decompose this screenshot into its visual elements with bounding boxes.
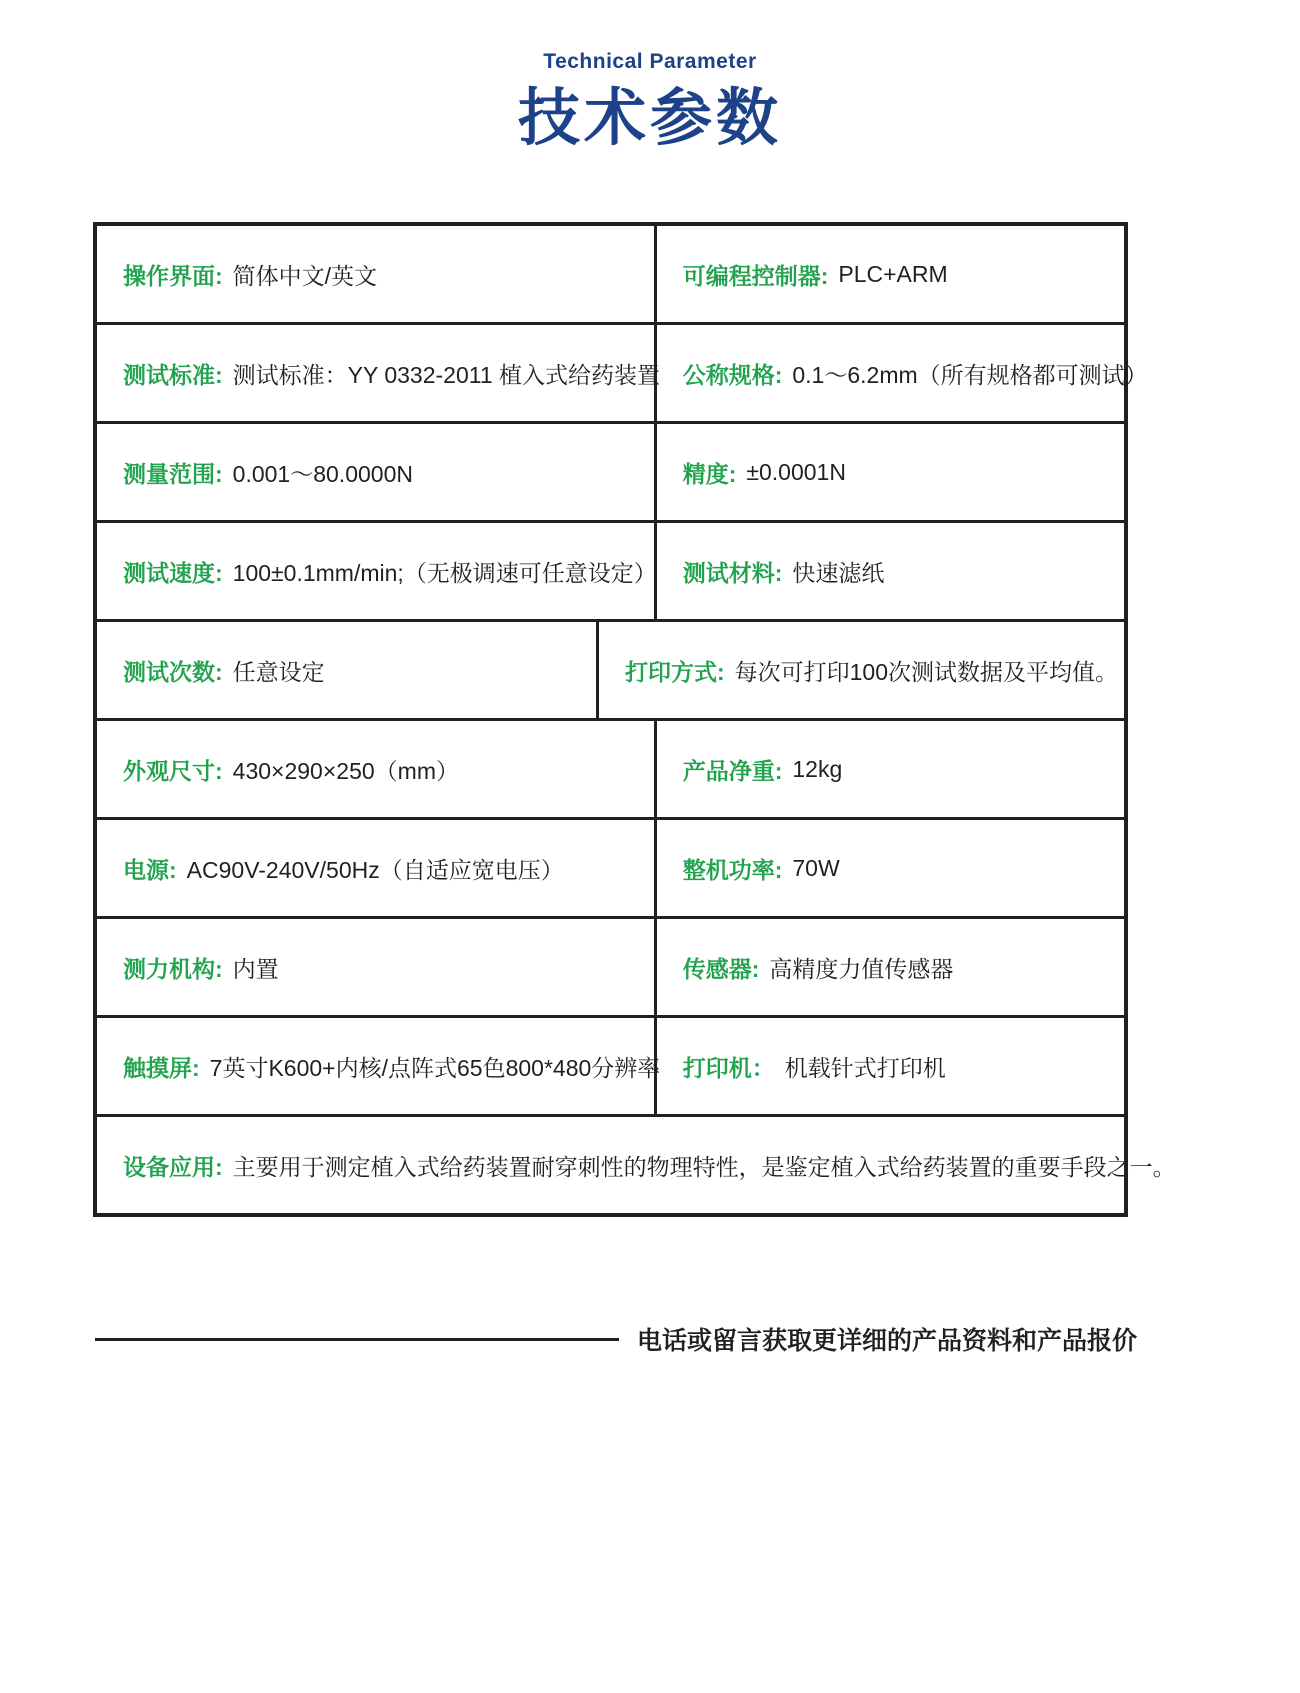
technical-parameter-table — [93, 222, 1176, 1217]
spec-cell-controller — [657, 226, 1124, 322]
table-row — [97, 1117, 1176, 1213]
spec-value: 0.1～6.2mm（所有规格都可测试） — [792, 361, 1148, 388]
spec-label: 传感器: — [682, 955, 760, 982]
footer — [95, 1321, 1300, 1357]
spec-label: 测量范围: — [123, 460, 223, 487]
spec-value: 任意设定 — [232, 658, 325, 685]
spec-cell-test-speed — [97, 523, 657, 619]
spec-cell-printer — [657, 1018, 1124, 1114]
spec-label: 可编程控制器: — [682, 262, 829, 289]
spec-label: 触摸屏: — [123, 1054, 200, 1081]
spec-label: 操作界面: — [123, 262, 223, 289]
spec-label: 测试次数: — [123, 658, 223, 685]
spec-label: 测试标准: — [123, 361, 223, 388]
spec-cell-dimensions — [97, 721, 657, 817]
spec-cell-touchscreen — [97, 1018, 661, 1114]
spec-cell-nominal-spec — [657, 325, 1154, 421]
subtitle-english: Technical Parameter — [543, 50, 757, 73]
spec-value: 简体中文/英文 — [232, 262, 378, 289]
table-row — [97, 1018, 1124, 1117]
spec-label: 打印方式: — [624, 658, 725, 685]
table-row — [97, 424, 1124, 523]
table-row — [97, 919, 1124, 1018]
spec-cell-power-supply — [97, 820, 657, 916]
spec-cell-measure-range — [97, 424, 657, 520]
spec-value: 7英寸K600+内核/点阵式65色800*480分辨率 — [209, 1054, 661, 1081]
table-row — [97, 523, 1124, 622]
page-header — [0, 0, 1300, 154]
table-row — [97, 820, 1124, 919]
spec-value: 主要用于测定植入式给药装置耐穿刺性的物理特性，是鉴定植入式给药装置的重要手段之一。 — [232, 1153, 1176, 1180]
spec-cell-test-standard — [97, 325, 661, 421]
spec-cell-test-material — [657, 523, 1124, 619]
table-row — [97, 622, 1124, 721]
table-row — [97, 226, 1124, 325]
spec-label: 测试材料: — [682, 559, 783, 586]
spec-cell-total-power — [657, 820, 1124, 916]
divider-line — [95, 1338, 619, 1341]
spec-value: ±0.0001N — [746, 458, 846, 485]
spec-label: 产品净重: — [682, 757, 783, 784]
spec-value: 内置 — [232, 955, 279, 982]
spec-cell-sensor — [657, 919, 1124, 1015]
footer-note: 电话或留言获取更详细的产品资料和产品报价 — [637, 1327, 1138, 1355]
spec-label: 测试速度: — [123, 559, 223, 586]
spec-label: 整机功率: — [682, 856, 783, 883]
spec-value: 高精度力值传感器 — [769, 955, 954, 982]
spec-cell-test-count — [97, 622, 599, 718]
spec-value: AC90V-240V/50Hz（自适应宽电压） — [186, 856, 564, 883]
spec-value: 430×290×250（mm） — [232, 757, 459, 784]
spec-label: 精度: — [682, 460, 737, 487]
spec-label: 电源: — [123, 856, 177, 883]
spec-cell-force-mechanism — [97, 919, 657, 1015]
spec-value: 100±0.1mm/min;（无极调速可任意设定） — [232, 559, 657, 586]
spec-label: 设备应用: — [123, 1153, 223, 1180]
table-row — [97, 325, 1148, 424]
spec-cell-application — [97, 1117, 1176, 1213]
spec-value: 70W — [792, 854, 840, 881]
spec-cell-accuracy — [657, 424, 1124, 520]
spec-value: 每次可打印100次测试数据及平均值。 — [734, 658, 1118, 685]
table-row — [97, 721, 1124, 820]
spec-label: 外观尺寸: — [123, 757, 223, 784]
page-title: 技术参数 — [517, 84, 782, 153]
spec-cell-net-weight — [657, 721, 1124, 817]
spec-value: PLC+ARM — [838, 260, 948, 287]
spec-label: 公称规格: — [682, 361, 783, 388]
spec-label: 打印机： — [682, 1054, 775, 1081]
spec-cell-print-mode — [599, 622, 1124, 718]
spec-value: 快速滤纸 — [792, 559, 885, 586]
spec-value: 0.001～80.0000N — [232, 460, 413, 487]
spec-value: 12kg — [792, 755, 843, 782]
spec-cell-operation-interface — [97, 226, 657, 322]
spec-value: 测试标准：YY 0332-2011 植入式给药装置 — [232, 361, 661, 388]
spec-label: 测力机构: — [123, 955, 223, 982]
spec-value: 机载针式打印机 — [784, 1054, 946, 1081]
